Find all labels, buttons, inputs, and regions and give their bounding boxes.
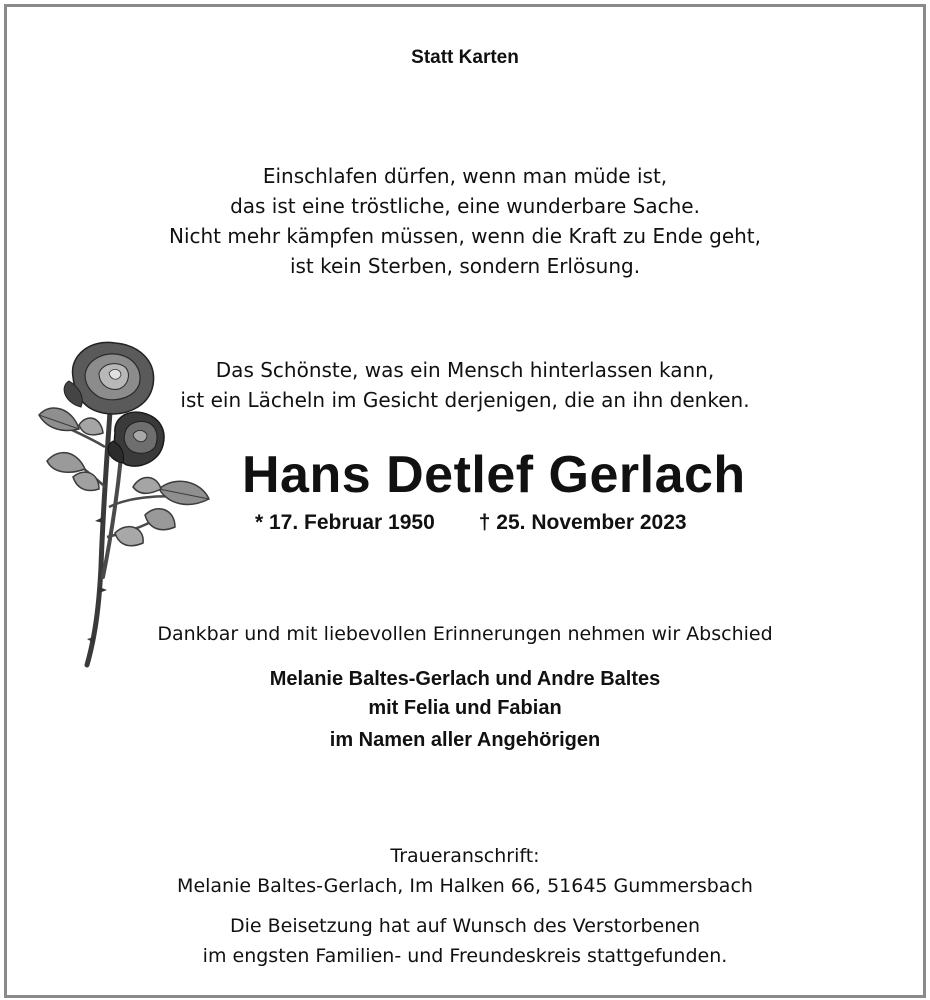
address-label: Traueranschrift: — [390, 845, 540, 867]
death-date: † 25. November 2023 — [478, 511, 687, 534]
burial-line: im engsten Familien- und Freundeskreis stattgefunden. — [202, 945, 728, 967]
birth-date: * 17. Februar 1950 — [255, 511, 435, 534]
poem-first-line: ist kein Sterben, sondern Erlösung. — [289, 254, 641, 278]
life-dates — [255, 511, 687, 535]
poem-second-line: Das Schönste, was ein Mensch hinterlassen kann, — [215, 358, 715, 382]
poem-first — [7, 161, 923, 281]
farewell-text: Dankbar und mit liebevollen Erinnerungen nehmen wir Abschied — [157, 623, 773, 645]
poem-first-line: Einschlafen dürfen, wenn man müde ist, — [262, 164, 668, 188]
poem-second-line: ist ein Lächeln im Gesicht derjenigen, die an ihn denken. — [180, 388, 750, 412]
family-line: mit Felia und Fabian — [368, 697, 562, 719]
deceased-name: Hans Detlef Gerlach — [242, 446, 746, 504]
poem-first-line: das ist eine tröstliche, eine wunderbare Sache. — [230, 194, 700, 218]
burial-note — [7, 911, 923, 971]
obituary-card — [4, 4, 926, 998]
burial-line: Die Beisetzung hat auf Wunsch des Verstorbenen — [229, 915, 701, 937]
family-line: Melanie Baltes-Gerlach und Andre Baltes — [269, 668, 661, 690]
poem-first-line: Nicht mehr kämpfen müssen, wenn die Kraft zu Ende geht, — [168, 224, 761, 248]
mourning-address — [7, 841, 923, 901]
address-line: Melanie Baltes-Gerlach, Im Halken 66, 51645 Gummersbach — [177, 875, 753, 897]
rose-icon — [29, 337, 214, 672]
family-names — [7, 665, 923, 723]
on-behalf-text: im Namen aller Angehörigen — [329, 729, 601, 751]
heading: Statt Karten — [411, 47, 519, 68]
